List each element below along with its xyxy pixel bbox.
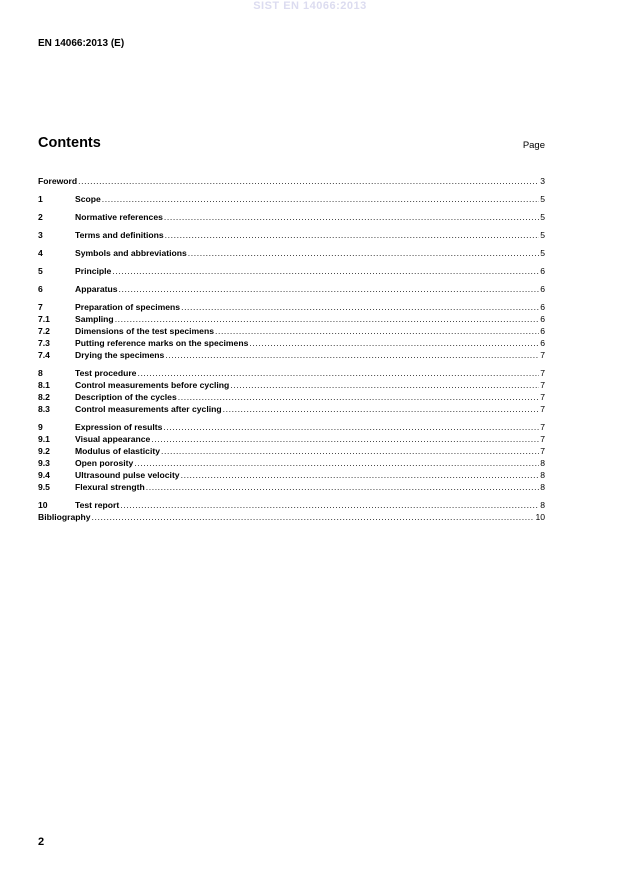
toc-entry-number: 5: [38, 266, 43, 276]
toc-entry-title: Test report: [75, 500, 120, 510]
toc-entry-title: Visual appearance: [75, 434, 151, 444]
toc-entry-number: 9: [38, 422, 43, 432]
toc-dot-leader: [181, 469, 540, 481]
toc-entry-number: 9.1: [38, 434, 50, 444]
toc-entry-number: 7.4: [38, 350, 50, 360]
toc-entry-title: Sampling: [75, 314, 114, 324]
toc-entry[interactable]: [38, 247, 545, 259]
toc-entry-title: Principle: [75, 266, 112, 276]
toc-entry-number: 3: [38, 230, 43, 240]
toc-entry-page: 8: [540, 482, 545, 492]
toc-entry-page: 6: [540, 266, 545, 276]
toc-entry-title: Putting reference marks on the specimens: [75, 338, 249, 348]
toc-entry-page: 7: [540, 368, 545, 378]
toc-dot-leader: [165, 229, 540, 241]
toc-entry-title: Apparatus: [75, 284, 118, 294]
toc-dot-leader: [165, 349, 539, 361]
toc-entry[interactable]: [38, 301, 545, 313]
toc-entry-number: 10: [38, 500, 48, 510]
toc-entry-number: 8.1: [38, 380, 50, 390]
toc-entry-number: 7.1: [38, 314, 50, 324]
toc-entry-number: 6: [38, 284, 43, 294]
toc-entry[interactable]: [38, 457, 545, 469]
toc-entry-title: Flexural strength: [75, 482, 145, 492]
toc-dot-leader: [115, 313, 540, 325]
toc-entry[interactable]: [38, 469, 545, 481]
toc-dot-leader: [112, 265, 539, 277]
toc-entry-page: 10: [535, 512, 545, 522]
toc-entry-title: Drying the specimens: [75, 350, 165, 360]
toc-entry-number: 7.3: [38, 338, 50, 348]
toc-entry-page: 7: [540, 422, 545, 432]
toc-entry-number: 8: [38, 368, 43, 378]
toc-entry[interactable]: [38, 175, 545, 187]
toc-entry[interactable]: [38, 367, 545, 379]
toc-dot-leader: [215, 325, 539, 337]
toc-entry-title: Bibliography: [38, 512, 91, 522]
toc-entry[interactable]: [38, 325, 545, 337]
toc-entry-title: Symbols and abbreviations: [75, 248, 187, 258]
toc-dot-leader: [134, 457, 539, 469]
toc-entry[interactable]: [38, 481, 545, 493]
toc-dot-leader: [119, 283, 540, 295]
toc-entry-number: 7: [38, 302, 43, 312]
toc-entry-title: Control measurements before cycling: [75, 380, 230, 390]
toc-entry[interactable]: [38, 433, 545, 445]
toc-dot-leader: [151, 433, 539, 445]
toc-entry[interactable]: [38, 445, 545, 457]
toc-entry-number: 8.3: [38, 404, 50, 414]
toc-entry-number: 1: [38, 194, 43, 204]
toc-entry-page: 7: [540, 350, 545, 360]
toc-dot-leader: [146, 481, 539, 493]
toc-entry[interactable]: [38, 211, 545, 223]
page-number: 2: [38, 836, 45, 848]
toc-entry-page: 7: [540, 434, 545, 444]
toc-dot-leader: [163, 421, 539, 433]
toc-entry-title: Normative references: [75, 212, 163, 222]
toc-entry[interactable]: [38, 265, 545, 277]
toc-entry-title: Scope: [75, 194, 101, 204]
toc-entry-number: 2: [38, 212, 43, 222]
toc-entry-title: Modulus of elasticity: [75, 446, 160, 456]
toc-entry[interactable]: [38, 229, 545, 241]
toc-entry-page: 7: [540, 404, 545, 414]
toc-entry-page: 5: [540, 248, 545, 258]
toc-dot-leader: [120, 499, 539, 511]
toc-entry-title: Preparation of specimens: [75, 302, 181, 312]
toc-entry-page: 7: [540, 446, 545, 456]
toc-entry-title: Terms and definitions: [75, 230, 164, 240]
toc-entry-page: 6: [540, 326, 545, 336]
toc-entry-number: 9.3: [38, 458, 50, 468]
toc-entry-page: 3: [540, 176, 545, 186]
toc-entry-title: Expression of results: [75, 422, 163, 432]
toc-entry[interactable]: [38, 391, 545, 403]
toc-entry-page: 6: [540, 302, 545, 312]
toc-dot-leader: [161, 445, 539, 457]
page-column-label: Page: [522, 140, 545, 151]
toc-dot-leader: [178, 391, 539, 403]
toc-entry-page: 7: [540, 380, 545, 390]
toc-entry-title: Open porosity: [75, 458, 134, 468]
contents-title: Contents: [38, 135, 101, 151]
toc-entry-number: 9.5: [38, 482, 50, 492]
toc-entry-page: 8: [540, 470, 545, 480]
toc-entry-page: 7: [540, 392, 545, 402]
toc-entry-page: 8: [540, 458, 545, 468]
watermark: SIST EN 14066:2013: [253, 0, 367, 12]
toc-entry-number: 9.2: [38, 446, 50, 456]
toc-entry-page: 6: [540, 314, 545, 324]
toc-entry-number: 9.4: [38, 470, 50, 480]
toc-entry[interactable]: [38, 421, 545, 433]
toc-dot-leader: [92, 511, 535, 523]
toc-entry-title: Description of the cycles: [75, 392, 177, 402]
toc-entry-number: 4: [38, 248, 43, 258]
toc-entry-title: Foreword: [38, 176, 78, 186]
toc-entry[interactable]: [38, 511, 545, 523]
toc-entry[interactable]: [38, 193, 545, 205]
toc-entry[interactable]: [38, 283, 545, 295]
toc-dot-leader: [137, 367, 539, 379]
document-header: EN 14066:2013 (E): [38, 38, 125, 49]
toc-dot-leader: [78, 175, 539, 187]
toc-entry-page: 6: [540, 284, 545, 294]
table-of-contents: [38, 175, 545, 523]
toc-entry-page: 5: [540, 212, 545, 222]
toc-dot-leader: [188, 247, 539, 259]
toc-entry-title: Ultrasound pulse velocity: [75, 470, 180, 480]
toc-dot-leader: [249, 337, 539, 349]
toc-entry-number: 7.2: [38, 326, 50, 336]
toc-entry[interactable]: [38, 499, 545, 511]
toc-entry-page: 5: [540, 230, 545, 240]
toc-entry[interactable]: [38, 403, 545, 415]
toc-entry[interactable]: [38, 379, 545, 391]
toc-dot-leader: [230, 379, 539, 391]
toc-dot-leader: [223, 403, 540, 415]
toc-dot-leader: [181, 301, 539, 313]
toc-entry[interactable]: [38, 313, 545, 325]
toc-entry-title: Dimensions of the test specimens: [75, 326, 214, 336]
toc-entry-page: 6: [540, 338, 545, 348]
toc-dot-leader: [164, 211, 539, 223]
toc-entry-title: Test procedure: [75, 368, 137, 378]
toc-entry[interactable]: [38, 349, 545, 361]
toc-entry[interactable]: [38, 337, 545, 349]
toc-entry-title: Control measurements after cycling: [75, 404, 222, 414]
toc-entry-page: 5: [540, 194, 545, 204]
toc-entry-page: 8: [540, 500, 545, 510]
toc-dot-leader: [102, 193, 539, 205]
toc-entry-number: 8.2: [38, 392, 50, 402]
